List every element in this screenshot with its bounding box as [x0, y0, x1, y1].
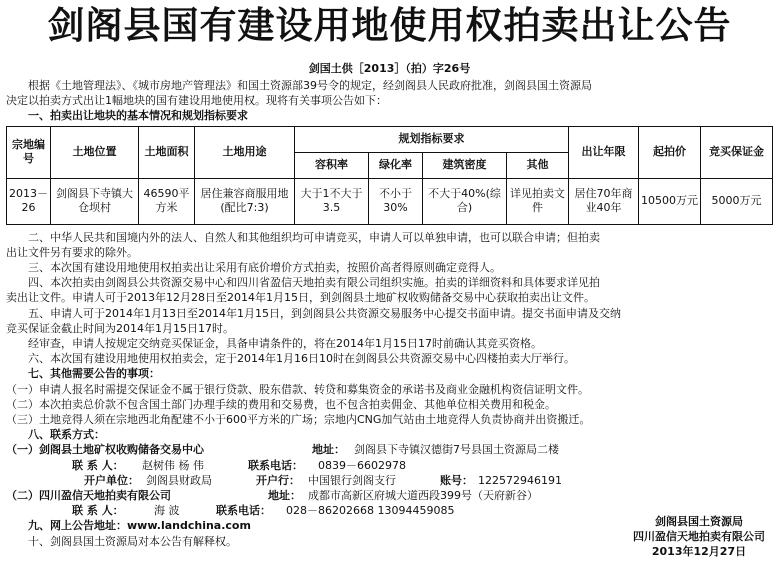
contact-2-phone: 028－86202668 13094459085 [286, 504, 455, 518]
cell-location: 剑阁县下寺镇大仓坝村 [51, 178, 139, 224]
signature-line-2: 四川盈信天地拍卖有限公司 [633, 530, 765, 543]
paragraph-4-cont: 卖出让文件。申请人可于2013年12月28日至2014年1月15日，到剑阁县土地矿权收购储备交易中心获取拍卖出让文件。 [6, 291, 595, 305]
header-far: 容积率 [295, 152, 369, 178]
contact-1-person-row [6, 458, 773, 473]
paragraph-2-cont: 出让文件另有要求的除外。 [6, 245, 138, 259]
contact-1-bank-org-label: 开户单位： [84, 473, 139, 487]
paragraph-6: 六、本次国有建设用地使用权拍卖会，定于2014年1月16日10时在剑阁县公共资源交易中心四楼拍卖大厅举行。 [28, 352, 575, 366]
section-8-heading: 八、联系方式： [28, 428, 105, 442]
header-location: 土地位置 [51, 126, 139, 178]
header-area: 土地面积 [139, 126, 195, 178]
paragraph-5-cont: 竞买保证金截止时间为2014年1月15日17时。 [6, 321, 234, 335]
header-deposit: 竞买保证金 [701, 126, 773, 178]
contact-2-person-label: 联 系 人： [72, 504, 124, 518]
cell-density: 不大于40%(综合) [423, 178, 507, 224]
section-1-heading: 一、拍卖出让地块的基本情况和规划指标要求 [28, 109, 248, 123]
contact-2-phone-label: 联系电话： [216, 504, 271, 518]
header-term: 出让年限 [569, 126, 639, 178]
header-other: 其他 [507, 152, 569, 178]
header-density: 建筑密度 [423, 152, 507, 178]
section-7-item-1: （一）申请人报名时需提交保证金不属于银行贷款、股东借款、转贷和募集资金的承诺书及商业金融机构资信证明文件。 [6, 382, 589, 396]
cell-green: 不小于30% [369, 178, 423, 224]
section-7-heading: 七、其他需要公告的事项： [28, 367, 160, 381]
cell-far: 大于1不大于3.5 [295, 178, 369, 224]
contact-1-bank-row [6, 473, 773, 488]
contact-1-addr-label: 地址： [312, 443, 345, 457]
notice-title: 剑阁县国有建设用地使用权拍卖出让公告 [47, 3, 732, 47]
paragraph-3: 三、本次国有建设用地使用权拍卖出让采用有底价增价方式拍卖，按照价高者得原则确定竞得人。 [28, 261, 501, 275]
document-number: 剑国土供［2013］（拍）字26号 [308, 62, 471, 75]
header-planning: 规划指标要求 [295, 126, 569, 152]
paragraph-4: 四、本次拍卖由剑阁县公共资源交易中心和四川省盈信天地拍卖有限公司组织实施。拍卖的详细资料和具体要求详见拍 [28, 276, 600, 290]
cell-use: 居住兼容商服用地(配比7:3) [195, 178, 295, 224]
cell-area: 46590平方米 [139, 178, 195, 224]
cell-other: 详见拍卖文件 [507, 178, 569, 224]
header-green: 绿化率 [369, 152, 423, 178]
header-use: 土地用途 [195, 126, 295, 178]
contact-1-bank-label: 开户行： [256, 473, 300, 487]
contact-2-org-row [6, 488, 773, 503]
contact-1-account: 122572946191 [478, 473, 562, 487]
signature-date: 2013年12月27日 [651, 545, 747, 558]
contact-1-account-label: 账号： [440, 473, 473, 487]
contact-1-bank: 中国银行剑阁支行 [308, 473, 396, 487]
parcel-table [6, 126, 773, 225]
section-7-item-3: （三）土地竞得人须在宗地西北角配建不小于600平方米的广场；宗地内CNG加气站由土地竞得人负责协商并出资搬迁。 [6, 413, 591, 427]
section-10: 十、剑阁县国土资源局对本公告有解释权。 [28, 534, 237, 548]
paragraph-5: 五、申请人可于2014年1月13日至2014年1月15日，到剑阁县公共资源交易服务中心提交书面申请。提交书面申请及交纳 [28, 306, 621, 320]
contact-2-person: 海 波 [154, 504, 180, 518]
contact-2-org: （二）四川盈信天地拍卖有限公司 [6, 489, 171, 503]
section-9: 九、网上公告地址：www.landchina.com [28, 519, 251, 533]
contact-1-bank-org: 剑阁县财政局 [146, 473, 212, 487]
cell-parcel-no: 2013－26 [7, 178, 51, 224]
paragraph-review: 经审查，申请人按规定交纳竞买保证金，具备申请条件的，将在2014年1月15日17时前确认其竞买资格。 [28, 337, 542, 351]
intro-line-1: 根据《土地管理法》、《城市房地产管理法》和国土资源部39号令的规定，经剑阁县人民政府批准，剑阁县国土资源局 [28, 79, 592, 92]
header-parcel-no: 宗地编号 [7, 126, 51, 178]
cell-term: 居住70年商业40年 [569, 178, 639, 224]
intro-line-2: 决定以拍卖方式出让1幅地块的国有建设用地使用权。现将有关事项公告如下： [6, 94, 387, 108]
section-7-item-2: （二）本次拍卖总价款不包含国土部门办理手续的费用和交易费，也不包含拍卖佣金、其他单位相关费用和税金。 [6, 397, 556, 411]
signature-block [633, 514, 765, 559]
contact-1-phone: 0839－6602978 [318, 458, 406, 472]
cell-deposit: 5000万元 [701, 178, 773, 224]
signature-line-1: 剑阁县国土资源局 [655, 515, 743, 528]
paragraph-2: 二、中华人民共和国境内外的法人、自然人和其他组织均可申请竞买，申请人可以单独申请，也可以联合申请；但拍卖 [28, 230, 600, 244]
contact-2-addr: 成都市高新区府城大道西段399号（天府新谷） [308, 489, 538, 503]
header-start-price: 起拍价 [639, 126, 701, 178]
contact-1-phone-label: 联系电话： [248, 458, 303, 472]
contact-1-person: 赵树伟 杨 伟 [142, 458, 204, 472]
cell-start-price: 10500万元 [639, 178, 701, 224]
contact-1-org: （一）剑阁县土地矿权收购储备交易中心 [6, 443, 204, 457]
contact-1-addr: 剑阁县下寺镇汉德街7号县国土资源局二楼 [354, 443, 559, 457]
contact-1-org-row [6, 442, 773, 457]
contact-2-addr-label: 地址： [268, 489, 301, 503]
contact-1-person-label: 联 系 人： [72, 458, 124, 472]
